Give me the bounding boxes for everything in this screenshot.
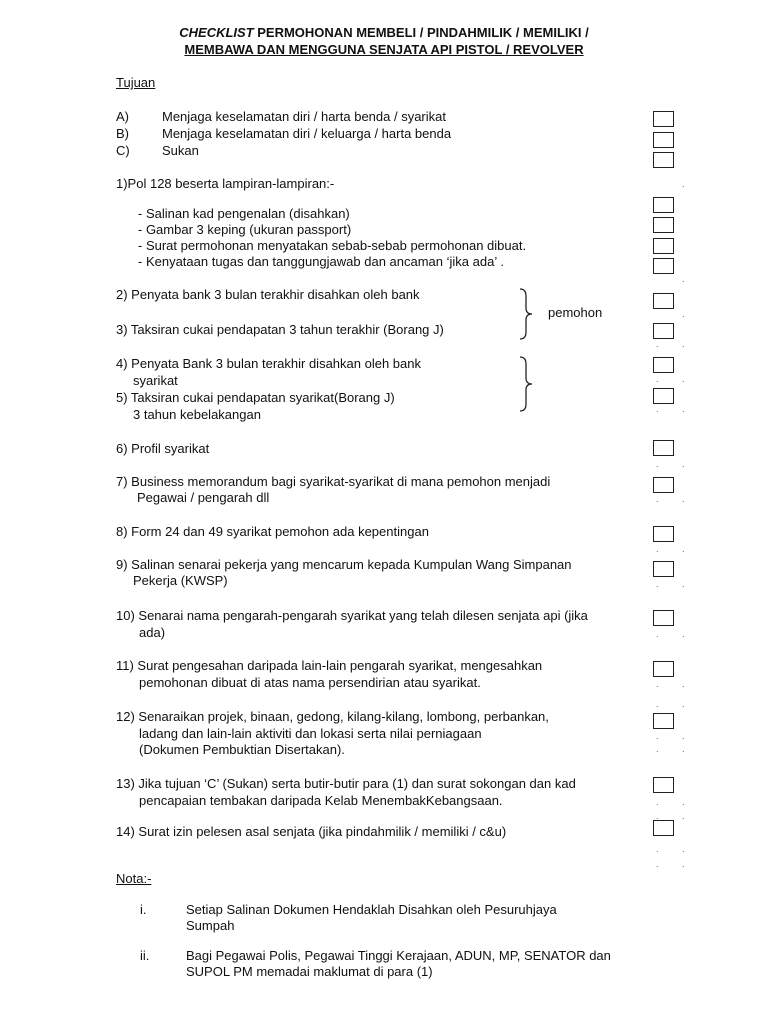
tujuan-heading: Tujuan	[116, 75, 156, 90]
item-5-line2: 3 tahun kebelakangan	[133, 407, 261, 422]
item-10-line1: 10) Senarai nama pengarah-pengarah syarikat yang telah dilesen senjata api (jika	[116, 608, 588, 623]
margin-dot: .	[682, 494, 685, 504]
checkbox-tujuan-c[interactable]	[653, 152, 674, 168]
item-5-line1: 5) Taksiran cukai pendapatan syarikat(Borang J)	[116, 390, 395, 405]
margin-dot: .	[656, 797, 659, 807]
margin-dot: .	[656, 679, 659, 689]
item-12-line3: (Dokumen Pembuktian Disertakan).	[139, 742, 345, 757]
margin-dot: .	[656, 629, 659, 639]
item-13-line2: pencapaian tembakan daripada Kelab MenembakKebangsaan.	[139, 793, 503, 808]
item-14: 14) Surat izin pelesen asal senjata (jika pindahmilik / memiliki / c&u)	[116, 824, 507, 839]
nota-heading: Nota:-	[116, 871, 152, 886]
checkbox-pol128-photo[interactable]	[653, 217, 674, 233]
margin-dot: .	[656, 579, 659, 589]
margin-dot: .	[682, 374, 685, 384]
tujuan-c-label: C)	[116, 143, 130, 158]
pol128-item-ic: - Salinan kad pengenalan (disahkan)	[138, 206, 350, 221]
item-12-line2: ladang dan lain-lain aktiviti dan lokasi serta nilai perniagaan	[139, 726, 482, 741]
checkbox-item-3[interactable]	[653, 323, 674, 339]
item-3: 3) Taksiran cukai pendapatan 3 tahun terakhir (Borang J)	[116, 322, 444, 337]
checkbox-item-10[interactable]	[653, 610, 674, 626]
tujuan-b-label: B)	[116, 126, 129, 141]
pol128-item-photo: - Gambar 3 keping (ukuran passport)	[138, 222, 352, 237]
title-checklist-word: CHECKLIST	[179, 25, 254, 40]
checkbox-item-5[interactable]	[653, 388, 674, 404]
checkbox-item-7[interactable]	[653, 477, 674, 493]
item-7-line2: Pegawai / pengarah dll	[137, 490, 270, 505]
nota-ii-line2: SUPOL PM memadai maklumat di para (1)	[186, 964, 433, 979]
margin-dot: .	[656, 374, 659, 384]
item-7-line1: 7) Business memorandum bagi syarikat-syarikat di mana pemohon menjadi	[116, 474, 551, 489]
margin-dot: .	[682, 629, 685, 639]
pol128-item-letter: - Surat permohonan menyatakan sebab-sebab permohonan dibuat.	[138, 238, 527, 253]
checkbox-item-11[interactable]	[653, 661, 674, 677]
checkbox-item-4[interactable]	[653, 357, 674, 373]
checkbox-item-9[interactable]	[653, 561, 674, 577]
checkbox-item-6[interactable]	[653, 440, 674, 456]
pol128-item-duty: - Kenyataan tugas dan tanggungjawab dan ancaman ‘jika ada’ .	[138, 254, 504, 269]
margin-dot: .	[656, 404, 659, 414]
margin-dot: .	[682, 309, 685, 319]
margin-dot: .	[656, 544, 659, 554]
item-9-line2: Pekerja (KWSP)	[133, 573, 228, 588]
item-8: 8) Form 24 dan 49 syarikat pemohon ada kepentingan	[116, 524, 429, 539]
checkbox-item-14[interactable]	[653, 820, 674, 836]
margin-dot: .	[682, 544, 685, 554]
tujuan-a-text: Menjaga keselamatan diri / harta benda / syarikat	[162, 109, 446, 124]
checkbox-item-12[interactable]	[653, 713, 674, 729]
margin-dot: .	[656, 744, 659, 754]
margin-dot: .	[682, 844, 685, 854]
brace-pemohon	[516, 288, 534, 340]
item-12-line1: 12) Senaraikan projek, binaan, gedong, kilang-kilang, lombong, perbankan,	[116, 709, 549, 724]
margin-dot: .	[682, 744, 685, 754]
margin-dot: .	[656, 494, 659, 504]
item-6: 6) Profil syarikat	[116, 441, 210, 456]
pol128-heading: 1)Pol 128 beserta lampiran-lampiran:-	[116, 176, 335, 191]
margin-dot: .	[682, 404, 685, 414]
tujuan-a-label: A)	[116, 109, 129, 124]
nota-i-line2: Sumpah	[186, 918, 235, 933]
margin-dot: .	[656, 859, 659, 869]
document-title-line1	[0, 25, 768, 41]
margin-dot: .	[656, 811, 659, 821]
checkbox-item-2[interactable]	[653, 293, 674, 309]
nota-i-label: i.	[140, 902, 147, 917]
item-4-line1: 4) Penyata Bank 3 bulan terakhir disahkan oleh bank	[116, 356, 421, 371]
margin-dot: .	[682, 699, 685, 709]
checkbox-pol128-duty[interactable]	[653, 258, 674, 274]
title-line1-rest: PERMOHONAN MEMBELI / PINDAHMILIK / MEMILIKI /	[253, 25, 589, 40]
checkbox-pol128-ic[interactable]	[653, 197, 674, 213]
tujuan-b-text: Menjaga keselamatan diri / keluarga / harta benda	[162, 126, 452, 141]
margin-dot: .	[656, 731, 659, 741]
margin-dot: .	[656, 339, 659, 349]
margin-dot: .	[682, 859, 685, 869]
item-11-line1: 11) Surat pengesahan daripada lain-lain pengarah syarikat, mengesahkan	[116, 658, 543, 673]
margin-dot: .	[682, 797, 685, 807]
pemohon-label: pemohon	[548, 305, 603, 320]
margin-dot: .	[682, 579, 685, 589]
nota-i-line1: Setiap Salinan Dokumen Hendaklah Disahkan oleh Pesuruhjaya	[186, 902, 557, 917]
item-10-line2: ada)	[139, 625, 166, 640]
checkbox-item-8[interactable]	[653, 526, 674, 542]
margin-dot: .	[682, 459, 685, 469]
margin-dot: .	[656, 459, 659, 469]
checkbox-tujuan-b[interactable]	[653, 132, 674, 148]
nota-ii-line1: Bagi Pegawai Polis, Pegawai Tinggi Kerajaan, ADUN, MP, SENATOR dan	[186, 948, 611, 963]
margin-dot: .	[682, 811, 685, 821]
title-line2: MEMBAWA DAN MENGGUNA SENJATA API PISTOL / REVOLVER	[184, 42, 584, 57]
nota-ii-label: ii.	[140, 948, 150, 963]
tujuan-c-text: Sukan	[162, 143, 199, 158]
brace-syarikat	[516, 356, 534, 412]
margin-dot: .	[682, 179, 685, 189]
margin-dot: .	[682, 679, 685, 689]
margin-dot: .	[682, 274, 685, 284]
checkbox-tujuan-a[interactable]	[653, 111, 674, 127]
margin-dot: .	[656, 699, 659, 709]
item-13-line1: 13) Jika tujuan ‘C’ (Sukan) serta butir-butir para (1) dan surat sokongan dan kad	[116, 776, 576, 791]
margin-dot: .	[682, 339, 685, 349]
item-4-line2: syarikat	[133, 373, 178, 388]
document-title-line2	[0, 42, 768, 58]
margin-dot: .	[682, 731, 685, 741]
checkbox-pol128-letter[interactable]	[653, 238, 674, 254]
item-9-line1: 9) Salinan senarai pekerja yang mencarum kepada Kumpulan Wang Simpanan	[116, 557, 572, 572]
item-2: 2) Penyata bank 3 bulan terakhir disahkan oleh bank	[116, 287, 420, 302]
margin-dot: .	[656, 844, 659, 854]
checkbox-item-13[interactable]	[653, 777, 674, 793]
item-11-line2: pemohonan dibuat di atas nama persendirian atau syarikat.	[139, 675, 481, 690]
